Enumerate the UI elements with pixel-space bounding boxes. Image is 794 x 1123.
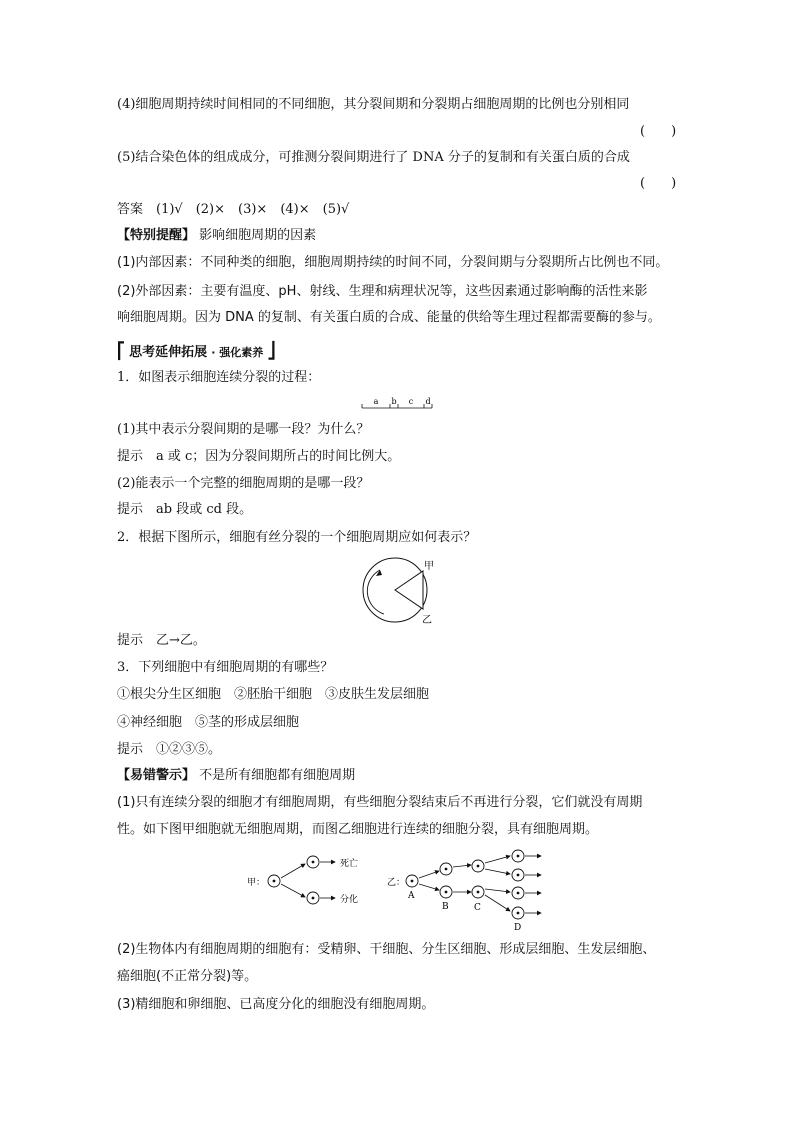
flow-node-b: B xyxy=(442,902,449,912)
tip-item-2-line2: 响细胞周期。因为 DNA 的复制、有关蛋白质的合成、能量的供给等生理过程都需要酶的参与。 xyxy=(117,310,661,325)
flow-yi-cell-a xyxy=(406,875,418,887)
problem-1-q1: (1)其中表示分裂间期的是哪一段？为什么？ xyxy=(117,422,370,437)
segment-label-c: c xyxy=(408,397,414,406)
warning-heading xyxy=(117,767,355,785)
flow-yi-cell-c1 xyxy=(472,860,484,872)
flow-diff-label: 分化 xyxy=(340,895,359,905)
warning-item-2-line1: (2)生物体内有细胞周期的细胞有：受精卵、干细胞、分生区细胞、形成层细胞、生发层细胞、 xyxy=(117,942,656,957)
label-yi: 乙 xyxy=(422,615,432,626)
problem-1-hint1: 提示 a 或 c；因为分裂间期所占的时间比例大。 xyxy=(117,449,401,464)
label-jia: 甲 xyxy=(424,561,434,572)
section-bracket-right: ⎦ xyxy=(267,341,276,360)
problem-1-q2: (2)能表示一个完整的细胞周期的是哪一段？ xyxy=(117,476,370,491)
flow-yi-cell-d2 xyxy=(512,869,524,881)
tip-item-1: (1)内部因素：不同种类的细胞，细胞周期持续的时间不同，分裂间期与分裂期所占比例也不同。 xyxy=(117,255,669,270)
section-bracket-left: ⎡ xyxy=(117,341,125,360)
warning-item-2-line2: 癌细胞(不正常分裂)等。 xyxy=(117,969,258,984)
flow-yi-label: 乙： xyxy=(387,878,406,888)
warning-tag: 【易错警示】 xyxy=(117,768,196,783)
answer-paren-5: ( ) xyxy=(640,176,677,191)
tip-item-2-line1: (2)外部因素：主要有温度、pH、射线、生理和病理状况等，这些因素通过影响酶的活性来影 xyxy=(117,284,648,299)
tip-heading xyxy=(117,227,316,245)
problem-1-hint2: 提示 ab 段或 cd 段。 xyxy=(117,502,253,517)
warning-item-1-line2: 性。如下图甲细胞就无细胞周期，而图乙细胞进行连续的细胞分裂，具有细胞周期。 xyxy=(117,822,599,837)
flow-yi-cell-d3 xyxy=(512,887,524,899)
problem-1: 1．如图表示细胞连续分裂的过程： xyxy=(117,370,321,385)
flow-yi-cell-d1 xyxy=(512,850,524,862)
problem-3: 3．下列细胞中有细胞周期的有哪些？ xyxy=(117,660,334,675)
segment-label-d: d xyxy=(425,397,431,406)
warning-item-1-line1: (1)只有连续分裂的细胞才有细胞周期，有些细胞分裂结束后不再进行分裂，它们就没有周期 xyxy=(117,795,643,810)
flow-node-a: A xyxy=(408,891,415,901)
question-5: (5)结合染色体的组成成分，可推测分裂间期进行了 DNA 分子的复制和有关蛋白质的合成 xyxy=(117,150,630,165)
problem-3-options-1: ①根尖分生区细胞 ②胚胎干细胞 ③皮肤生发层细胞 xyxy=(117,687,430,702)
flow-death-label: 死亡 xyxy=(340,859,359,869)
problem-2-hint: 提示 乙→乙。 xyxy=(117,633,206,648)
question-4: (4)细胞周期持续时间相同的不同细胞，其分裂间期和分裂期占细胞周期的比例也分别相同 xyxy=(117,97,630,112)
answer-paren-4: ( ) xyxy=(640,124,677,139)
flow-jia-cell-upper xyxy=(307,856,319,868)
section-heading xyxy=(117,341,275,361)
flow-jia-cell xyxy=(268,875,280,887)
tip-title: 影响细胞周期的因素 xyxy=(199,228,317,243)
flow-node-d: D xyxy=(514,923,522,933)
flow-jia-cell-lower xyxy=(307,892,319,904)
cell-cycle-circle-figure xyxy=(356,552,442,630)
tip-tag: 【特别提醒】 xyxy=(117,228,196,243)
flow-jia-label: 甲： xyxy=(247,878,266,888)
section-subtitle: · 强化素养 xyxy=(211,346,264,359)
cell-division-flow-figure xyxy=(245,848,555,934)
flow-yi-cell-b1 xyxy=(440,863,452,875)
flow-yi-cell-c2 xyxy=(472,886,484,898)
section-title: 思考延伸拓展 xyxy=(129,345,208,360)
problem-2: 2．根据下图所示，细胞有丝分裂的一个细胞周期应如何表示？ xyxy=(117,530,477,545)
segment-label-b: b xyxy=(391,397,397,406)
problem-3-hint: 提示 ①②③⑤。 xyxy=(117,742,222,757)
segment-label-a: a xyxy=(373,397,379,406)
warning-item-3: (3)精细胞和卵细胞、已高度分化的细胞没有细胞周期。 xyxy=(117,997,435,1012)
problem-3-options-2: ④神经细胞 ⑤茎的形成层细胞 xyxy=(117,715,300,730)
flow-node-c: C xyxy=(474,903,481,913)
flow-yi-cell-d4 xyxy=(512,907,524,919)
answer-line: 答案 (1)√ (2)× (3)× (4)× (5)√ xyxy=(117,202,350,217)
cell-cycle-segment-figure xyxy=(360,393,436,413)
warning-title: 不是所有细胞都有细胞周期 xyxy=(199,768,356,783)
flow-yi-cell-b2 xyxy=(440,886,452,898)
